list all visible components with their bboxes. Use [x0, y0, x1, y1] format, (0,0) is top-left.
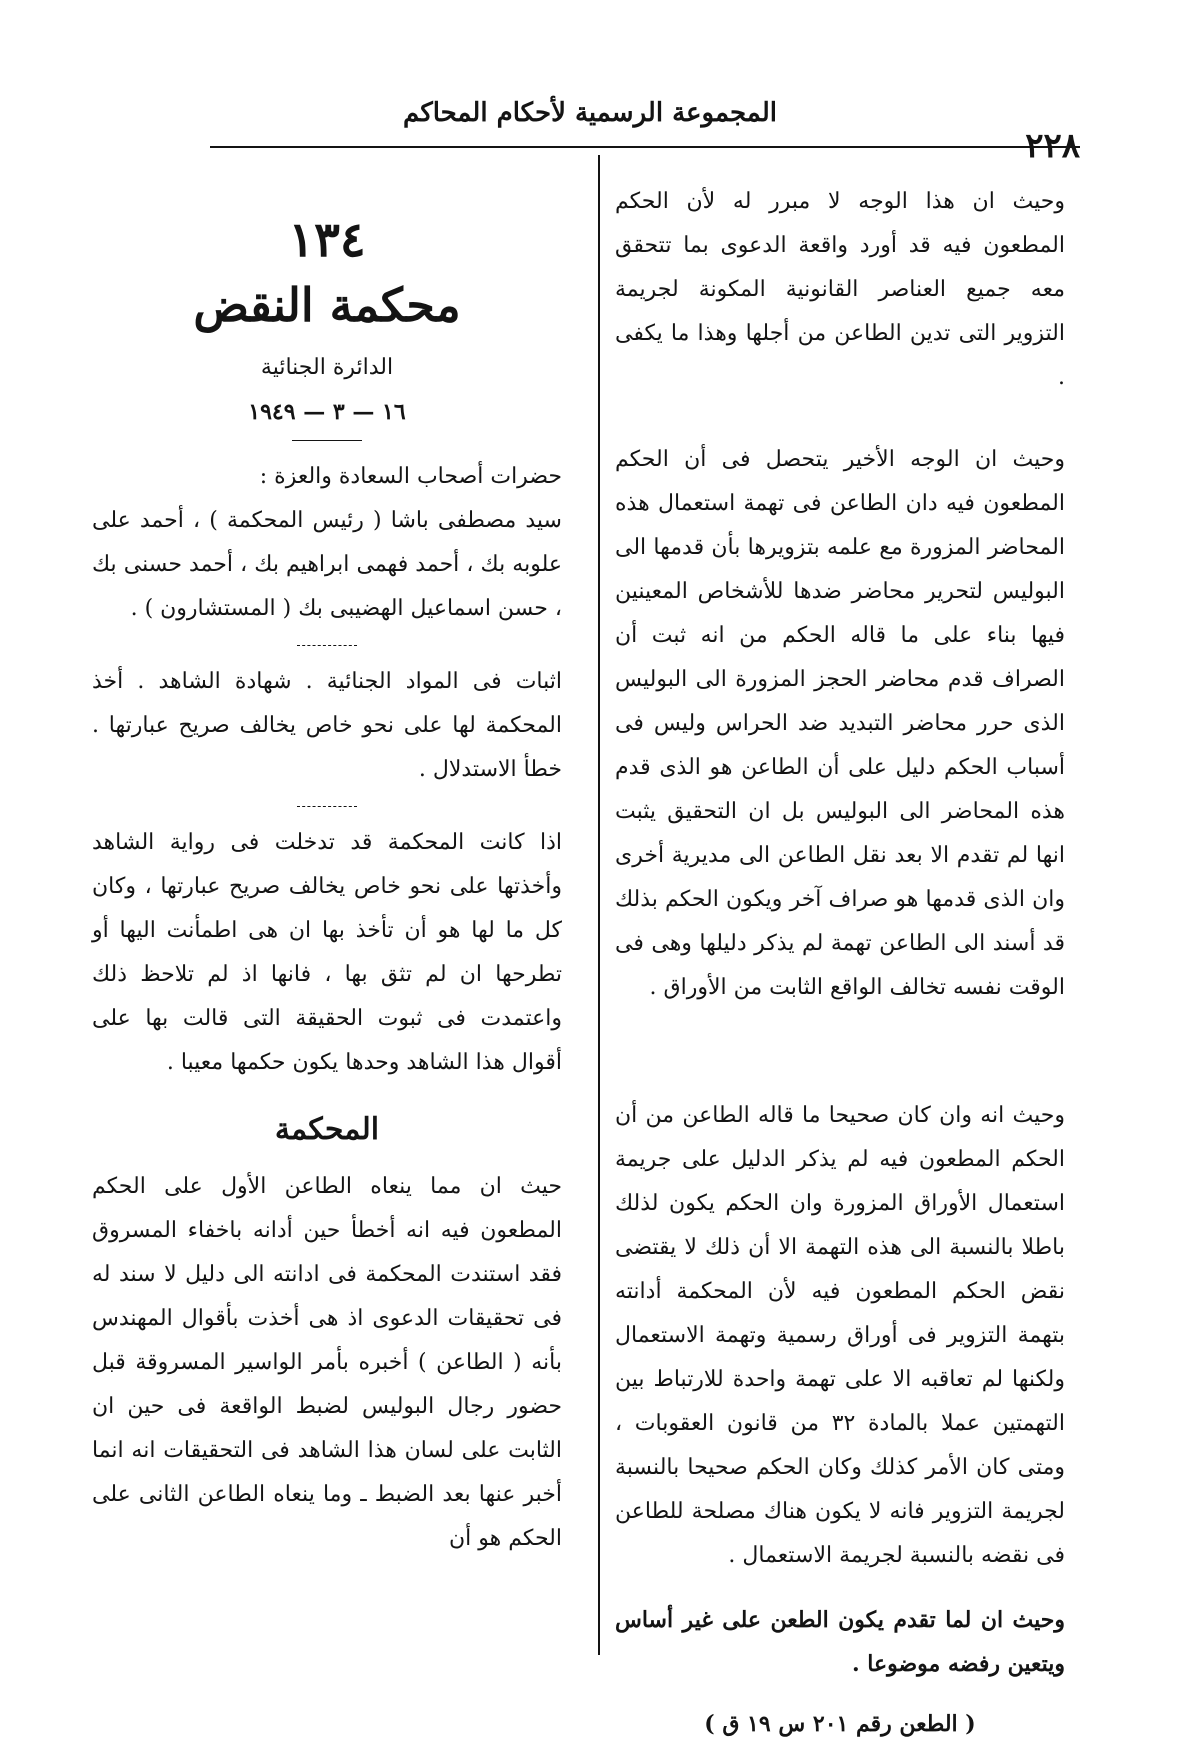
- page-number: ٢٢٨: [1025, 126, 1080, 166]
- circuit-name: الدائرة الجنائية: [260, 355, 394, 380]
- legal-principle: اذا كانت المحكمة قد تدخلت فى رواية الشاهد وأخذتها على نحو خاص يخالف صريح عبارتها ، وكان كل ما لها هو أن تأخذ بها ان هى اطمأنت اليها أو تطرحها ان لم تثق بها ، فانها اذ لم تلاحظ ذلك واعتمدت فى ثبوت الحقيقة التى قالت بها على أقوال هذا الشاهد وحدها يكون حكمها معيبا .: [92, 830, 562, 1075]
- members-intro: حضرات أصحاب السعادة والعزة :: [259, 464, 562, 489]
- appeal-reference: ( الطعن رقم ٢٠١ س ١٩ ق ): [704, 1711, 976, 1737]
- panel-members: سيد مصطفى باشا ( رئيس المحكمة ) ، أحمد على علوبه بك ، أحمد فهمى ابراهيم بك ، أحمد حسنى بك ، حسن اسماعيل الهضيبى بك ( المستشارون ) .: [92, 508, 562, 621]
- judgment-text: حيث ان مما ينعاه الطاعن الأول على الحكم المطعون فيه انه أخطأ حين أدانه باخفاء المسروق فقد استندت المحكمة فى ادانته الى دليل لا سند له فى تحقيقات الدعوى اذ هى أخذت بأقوال المهندس بأنه ( الطاعن ) أخبره بأمر الواسير المسروقة قبل حضور رجال البوليس لضبط الواقعة فى حين ان الثابت على لسان هذا الشاهد فى التحقيقات انه انما أخبر عنها بعد الضبط ـ وما ينعاه الطاعن الثانى على الحكم هو أن: [92, 1174, 562, 1551]
- publication-title: المجموعة الرسمية لأحكام المحاكم: [403, 98, 777, 128]
- separator-rule: [292, 440, 362, 441]
- judgment-date: ١٦ — ٣ — ١٩٤٩: [248, 399, 406, 425]
- conclusion-paragraph: وحيث ان لما تقدم يكون الطعن على غير أساس ويتعين رفضه موضوعا .: [615, 1607, 1065, 1677]
- header-rule: [210, 146, 1080, 148]
- paragraph: وحيث انه وان كان صحيحا ما قاله الطاعن من أن الحكم المطعون فيه لم يذكر الدليل على جريمة استعمال الأوراق المزورة وان الحكم يكون لذلك باطلا بالنسبة الى هذه التهمة الا أن ذلك لا يقتضى نقض الحكم المطعون فيه لأن المحكمة أدانته بتهمة التزوير فى أوراق رسمية وتهمة الاستعمال ولكنها لم تعاقبه الا على تهمة واحدة للارتباط بين التهمتين عملا بالمادة ٣٢ من قانون العقوبات ، ومتى كان الأمر كذلك وكان الحكم صحيحا بالنسبة لجريمة التزوير فانه لا يكون هناك مصلحة للطاعن فى نقضه بالنسبة لجريمة الاستعمال .: [615, 1103, 1065, 1568]
- paragraph: وحيث ان هذا الوجه لا مبرر له لأن الحكم المطعون فيه قد أورد واقعة الدعوى بما تتحقق معه جميع العناصر القانونية المكونة لجريمة التزوير التى تدين الطاعن من أجلها وهذا ما يكفى .: [615, 189, 1065, 390]
- separator-rule: [297, 806, 357, 807]
- separator-rule: [297, 645, 357, 646]
- court-name: محكمة النقض: [193, 278, 461, 332]
- section-title: المحكمة: [274, 1112, 380, 1147]
- right-column: [615, 180, 1065, 1746]
- case-summary: اثبات فى المواد الجنائية . شهادة الشاهد . أخذ المحكمة لها على نحو خاص يخالف صريح عبارتها . خطأ الاستدلال .: [92, 669, 562, 782]
- case-number: ١٣٤: [288, 212, 366, 268]
- left-column: [92, 210, 562, 1561]
- paragraph: وحيث ان الوجه الأخير يتحصل فى أن الحكم المطعون فيه دان الطاعن فى تهمة استعمال هذه المحاضر المزورة مع علمه بتزويرها بأن قدمها الى البوليس لتحرير محاضر ضدها للأشخاص المعينين فيها بناء على ما قاله الحكم من انه ثبت أن الصراف قدم محاضر الحجز المزورة الى البوليس الذى حرر محاضر التبديد ضد الحراس وليس فى أسباب الحكم دليل على أن الطاعن هو الذى قدم هذه المحاضر الى البوليس بل ان التحقيق يثبت انها لم تقدم الا بعد نقل الطاعن الى مديرية أخرى وان الذى قدمها هو صراف آخر ويكون الحكم بذلك قد أسند الى الطاعن تهمة لم يذكر دليلها وهى فى الوقت نفسه تخالف الواقع الثابت من الأوراق .: [615, 447, 1065, 1000]
- column-divider: [598, 155, 600, 1655]
